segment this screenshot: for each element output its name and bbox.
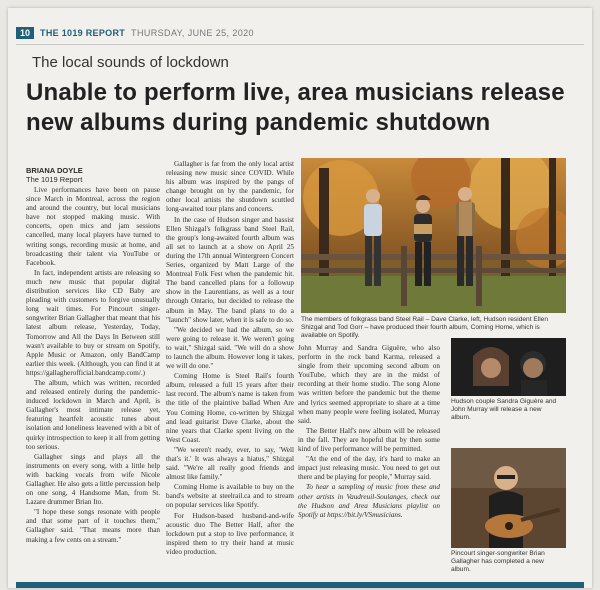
- article-column-2: [166, 160, 294, 588]
- paragraph: Gallagher sings and plays all the instruments on every song, with a little help with backing vocals from wife Nicole Gallagher. He also gets a little percussion help on one song, 4 Handsome Man, from St. Lazare drummer Brian Ito.: [26, 452, 160, 507]
- byline-author: BRIANA DOYLE: [26, 166, 83, 175]
- paragraph: Coming Home is available to buy on the band's website at steelrail.ca and to stream on popular services like Spotify.: [166, 483, 294, 510]
- paragraph: For Hudson-based husband-and-wife acoustic duo The Better Half, after the lockdown put a stop to live performance, it inspired them to try their hand at music video production.: [166, 511, 294, 556]
- gallagher-photo-illustration: [451, 448, 566, 548]
- publication-brand: THE 1019 REPORT: [40, 28, 126, 38]
- article-column-3: [298, 344, 440, 588]
- paragraph: The Better Half's new album will be released in the fall. They are hopeful that by then some kind of live performance will be permitted.: [298, 426, 440, 454]
- article-headline: Unable to perform live, area musicians release new albums during pandemic shutdown: [26, 79, 565, 136]
- masthead-folio: [16, 24, 254, 42]
- paragraph: Gallagher is far from the only local artist releasing new music since COVID. While his album was inspired by the pangs of change brought on by the pandemic, for other local artists the shutdown scuttled long-awaited tour plans and concerts.: [166, 160, 294, 214]
- section-kicker: The local sounds of lockdown: [32, 54, 229, 71]
- paragraph: In the case of Hudson singer and bassist Ellen Shizgal's folkgrass band Steel Rail, the group's long-awaited fourth album was all set to launch at a show on April 25 during the 17th annual Wintergreen Concert Series, organized by Matt Large of the Montreal Folk Fest when the pandemic hit. The band cancelled plans for a followup show in the Laurentians, as well as a tour through Ontario, but decided to release the album in May. The band plans to do a "launch" show later, when it is safe to do so.: [166, 215, 294, 324]
- paragraph: "We weren't ready, ever, to say, 'Well that's it.' It was always a hiatus," Shizgal said. "We're all really good friends and almost like family.": [166, 445, 294, 482]
- article-column-1: [26, 186, 160, 586]
- better-half-couple-photo: [451, 338, 566, 396]
- byline-outlet: The 1019 Report: [26, 175, 83, 184]
- byline: [26, 166, 83, 184]
- paragraph: In fact, independent artists are releasing so much new music that popular digital distribution services like CD Baby are pleading with customers to forgive unusually long wait times. For Pincourt singer-songwriter Brian Gallagher that meant that his latest album release, Yesterday, Today, Tomorrow and All the Days In Between still wasn't available to buy or stream on Spotify, Apple Music or Amazon, only BandCamp earlier this week. (Although, you can find it at https://gallagherofficial.bandcamp.com/.): [26, 268, 160, 377]
- issue-date: THURSDAY, JUNE 25, 2020: [131, 28, 254, 38]
- couple-photo-illustration: [451, 338, 566, 396]
- photo-caption-couple: Hudson couple Sandra Giguère and John Murray will release a new album.: [451, 398, 557, 421]
- steel-rail-band-photo: [301, 158, 566, 313]
- photo-caption-main: The members of folkgrass band Steel Rail – Dave Clarke, left, Hudson resident Ellen Shizgal and Tod Gorr – have produced their fourth album, Coming Home, which is available on Spotify.: [301, 316, 549, 339]
- newspaper-page: [8, 8, 592, 588]
- paragraph: "We decided we had the album, so we were going to release it. We weren't going to wait," Shizgal said. "We will do a show to launch the album. However long it takes, we will do one.": [166, 325, 294, 371]
- paragraph: Live performances have been on pause since March in Montreal, across the region and around the country, but local musicians have not stopped making music. With concerts, open mics and jam sessions cancelled, many local players have turned to writing songs, recording music at home, and broadcasting their talent via YouTube or Facebook.: [26, 186, 160, 267]
- header-rule: [16, 44, 584, 45]
- page-number: 10: [16, 27, 34, 39]
- page-footer-bar: [16, 582, 584, 588]
- paragraph: To hear a sampling of music from these and other artists in Vaudreuil-Soulanges, check out the Hudson and Area Musicians playlist on Spotify at https://bit.ly/VSmusicians.: [298, 483, 440, 519]
- paragraph: "At the end of the day, it's hard to make an impact just releasing music. You need to get out there and be playing for people," Murray said.: [298, 455, 440, 482]
- band-photo-illustration: [301, 158, 566, 313]
- photo-caption-gallagher: Pincourt singer-songwriter Brian Gallagher has completed a new album.: [451, 550, 545, 573]
- brian-gallagher-photo: [451, 448, 566, 548]
- paragraph: Coming Home is Steel Rail's fourth album, released a full 15 years after their last record. The album's name is taken from the title of the plaintive ballad When Are You Coming Home, co-written by Shizgal and lead guitarist Dave Clarke, about the nine years that Clarke spent living on the West Coast.: [166, 372, 294, 444]
- paragraph: The album, which was written, recorded and released entirely during the pandemic-induced lockdown in March and April, is Gallagher's most intimate release yet, featuring heartfelt acoustic tunes about isolation and loneliness leavened with a bit of quirky introspection to keep it all from getting too serious.: [26, 378, 160, 451]
- paragraph: John Murray and Sandra Giguère, who also perform in the rock band Karma, released a single from their upcoming second album on YouTube, which they are in the midst of recording at their home studio. The song Alone was written before the pandemic but the theme and lyrics seemed appropriate to share at a time when many people were feeling isolated, Murray said.: [298, 344, 440, 425]
- paragraph: "I hope these songs resonate with people and that some part of it touches them," Gallagher said. "That means more than making a few cents on a stream.": [26, 508, 160, 544]
